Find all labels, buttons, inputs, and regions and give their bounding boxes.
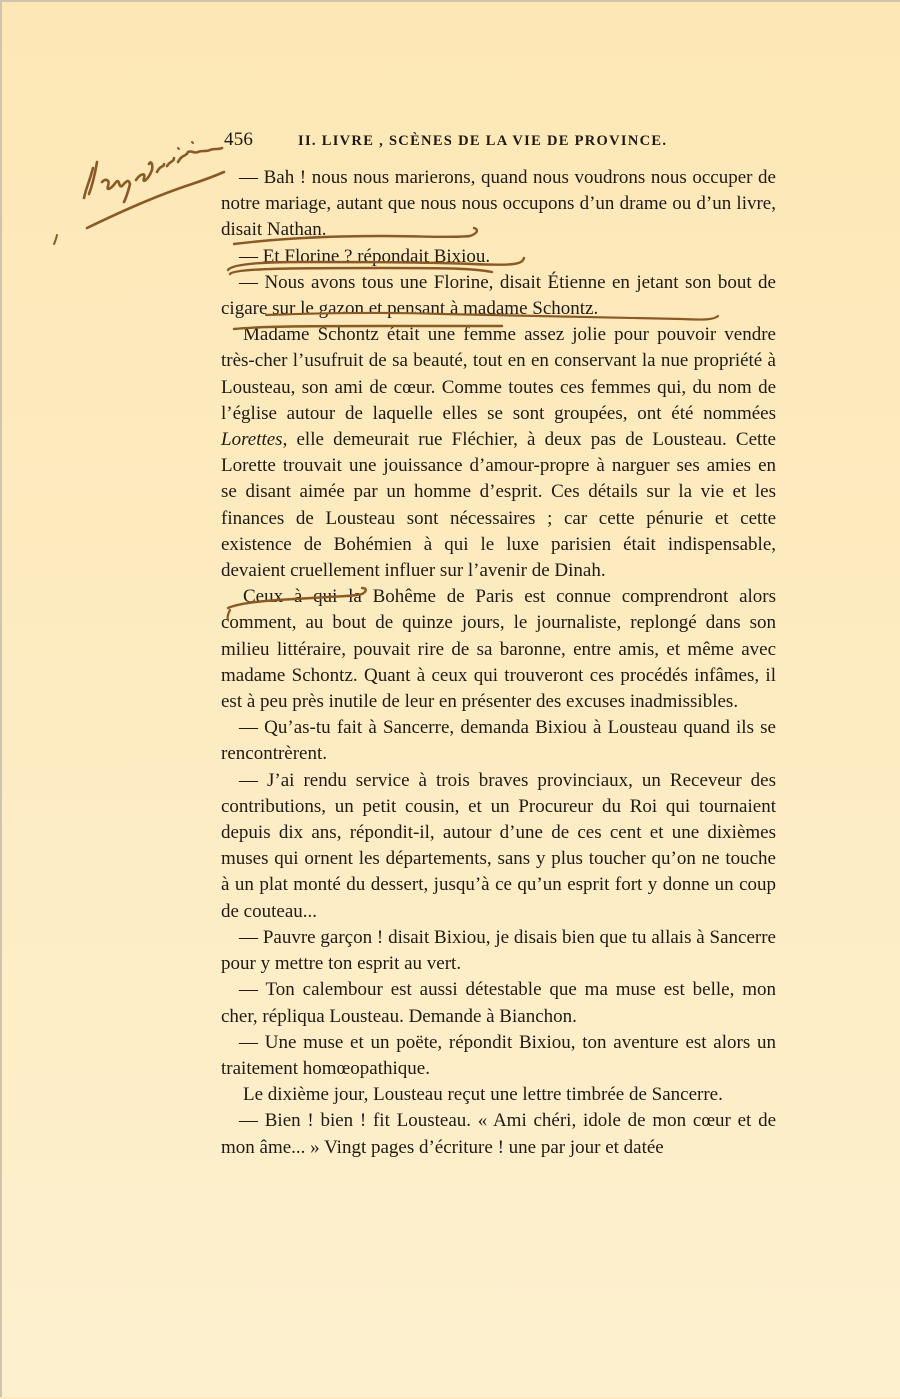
paragraph: — Pauvre garçon ! disait Bixiou, je disais bien que tu allais à Sancerre pour y mettre ton esprit au vert. (221, 926, 776, 975)
paragraph: — J’ai rendu service à trois braves provinciaux, un Receveur des contributions, un petit cousin, et un Procureur du Roi qui tournaient depuis dix ans, répondit-il, autour d’une de ces cent et une dixièmes muses qui ornent les départements, sans y plus toucher qu’on ne touche à un plat monté du dessert, jusqu’à ce qu’un esprit fort y donne un coup de couteau... (221, 769, 776, 922)
margin-dot (178, 142, 193, 149)
paragraph: — Bah ! nous nous marierons, quand nous voudrons nous occuper de notre mariage, autant que nous nous occupons d’un drame ou d’un livre, disait Nathan. (221, 167, 776, 241)
paragraph-text: , elle demeurait rue Fléchier, à deux pas de Lousteau. Cette Lorette trouvait une jouissance d’amour-propre à narguer ses amies en se disant aimée par un homme d’esprit. Ces détails sur la vie et les finances de Lousteau sont nécessaires ; car cette pénurie et cette existence de Bohémien à qui le luxe parisien était indispensable, devaient cruellement influer sur l’avenir de Dinah. (221, 429, 776, 582)
paragraph: — Ton calembour est aussi détestable que ma muse est belle, mon cher, répliqua Lousteau. Demande à Bianchon. (221, 979, 776, 1027)
paragraph: — Et Florine ? répondait Bixiou. (239, 245, 491, 267)
paragraph: — Qu’as-tu fait à Sancerre, demanda Bixiou à Lousteau quand ils se rencontrèrent. (221, 717, 776, 765)
paragraph: Le dixième jour, Lousteau reçut une lettre timbrée de Sancerre. (243, 1084, 723, 1106)
paragraph: Ceux à qui la Bohême de Paris est connue comprendront alors comment, au bout de quinze jours, le journaliste, replongé dans son milieu littéraire, pouvait rire de sa baronne, entre amis, et même avec madame Schontz. Quant à ceux qui trouveront ces procédés infâmes, il est à peu près inutile de leur en présenter des excuses inadmissibles. (221, 586, 776, 713)
paragraph: — Bien ! bien ! fit Lousteau. « Ami chéri, idole de mon cœur et de mon âme... » Vingt pages d’écriture ! une par jour et datée (221, 1110, 776, 1158)
margin-handwriting (84, 148, 222, 202)
paragraph (221, 322, 776, 584)
margin-tick (54, 235, 57, 244)
italic-term: Lorettes (221, 429, 283, 451)
paragraph-text: Madame Schontz était une femme assez jolie pour pouvoir vendre très-cher l’usufruit de sa beauté, tout en en conservant la nue propriété à Lousteau, son ami de cœur. Comme toutes ces femmes qui, du nom de l’église autour de laquelle elles se sont groupées, ont été nommées (221, 324, 776, 424)
running-title: II. LIVRE , SCÈNES DE LA VIE DE PROVINCE. (298, 133, 668, 149)
page-number: 456 (224, 129, 254, 150)
paragraph: — Nous avons tous une Florine, disait Étienne en jetant son bout de cigare sur le gazon et pensant à madame Schontz. (221, 271, 776, 320)
body-text (221, 165, 776, 1161)
margin-underline-stroke (87, 172, 224, 228)
paragraph: — Une muse et un poëte, répondit Bixiou, ton aventure est alors un traitement homœopathique. (221, 1031, 776, 1079)
